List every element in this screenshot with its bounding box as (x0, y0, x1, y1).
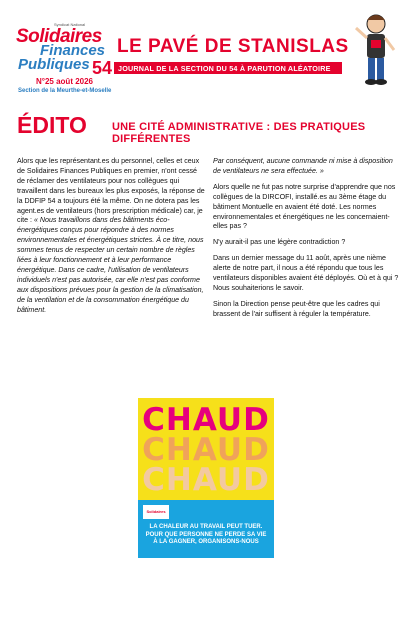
poster-word: CHAUD (142, 432, 270, 468)
poster-footer (138, 500, 274, 558)
mascot-illustration (350, 10, 400, 90)
left-column (17, 157, 206, 322)
paragraph: Alors quelle ne fut pas notre surprise d'apprendre que nos collègues de la DIRCOFI, installé.es au 3ème étage du bâtiment Montuelle en avaient été doté. Les normes environnementales et énergétiques ne les concernaient-elles pas ? (213, 182, 396, 231)
issue-number: N°25 août 2026 (36, 77, 94, 86)
paragraph: Par conséquent, aucune commande ni mise à disposition de ventilateurs ne sera effectuée. » (213, 157, 393, 175)
right-column (213, 157, 401, 326)
quote-text: « Nous travaillons dans des bâtiments éco-énergétiques conçus pour répondre à des normes environnementales et énergétiques strictes. À ce titre, nous sommes tenus de respecter un certain nombre de règles liées à leur fonctionnement et à leur performance énergétique. Dans ce cadre, l'utilisation de ventilateurs individuels n'est pas autorisée, car elle n'est pas conforme aux dispositions prévues pour la gestion de la climatisation, de la ventilation et de la consommation énergétique du bâtiment. (17, 216, 204, 314)
heat-poster (138, 398, 274, 558)
logo-54: 54 (92, 58, 113, 78)
edito-label: ÉDITO (17, 112, 87, 138)
paragraph: Sinon la Direction pense peut-être que les cadres qui brassent de l'air suffisent à réguler la température. (213, 299, 380, 318)
newsletter-title: LE PAVÉ DE STANISLAS (117, 36, 349, 57)
logo-solidaires: Solidaires (16, 26, 102, 47)
poster-word: CHAUD (142, 402, 270, 438)
paragraph: N'y aurait-il pas une légère contradiction ? (213, 238, 346, 247)
solidaires-badge: Solidaires (143, 505, 169, 519)
poster-word: CHAUD (142, 462, 270, 498)
section-name: Section de la Meurthe-et-Moselle (18, 88, 112, 94)
logo-finances: Finances (40, 42, 106, 59)
paragraph (17, 157, 206, 316)
logo-publiques: Publiques (18, 56, 90, 73)
paragraph-text: Alors que les représentant.es du personnel, celles et ceux de Solidaires Finances Publiques en premier, n'ont cessé de réclamer des ventilateurs pour nos collègues qui travaillent dans les bureaux les plus exposés, la réponse de la DDFIP 54 a toujours été la même. On ne dotera pas les agent.es de ventilateurs (hors prescription médicale) car, je cite : (17, 157, 205, 225)
edito-title: UNE CITÉ ADMINISTRATIVE : DES PRATIQUES DIFFÉRENTES (112, 121, 366, 145)
newsletter-subtitle: JOURNAL DE LA SECTION DU 54 À PARUTION ALÉATOIRE (118, 64, 331, 73)
logo-tagline: Syndicat National (54, 22, 86, 27)
paragraph: Dans un dernier message du 11 août, après une nième alerte de notre part, il nous a été répondu que tous les ventilateurs disponibles avaient été déployés. Où et à qui ? Nous souhaiterions le savoir. (213, 254, 399, 292)
poster-caption: LA CHALEUR AU TRAVAIL PEUT TUER. POUR QUE PERSONNE NE PERDE SA VIE À LA GAGNER, ORGANISONS-NOUS (145, 524, 267, 545)
